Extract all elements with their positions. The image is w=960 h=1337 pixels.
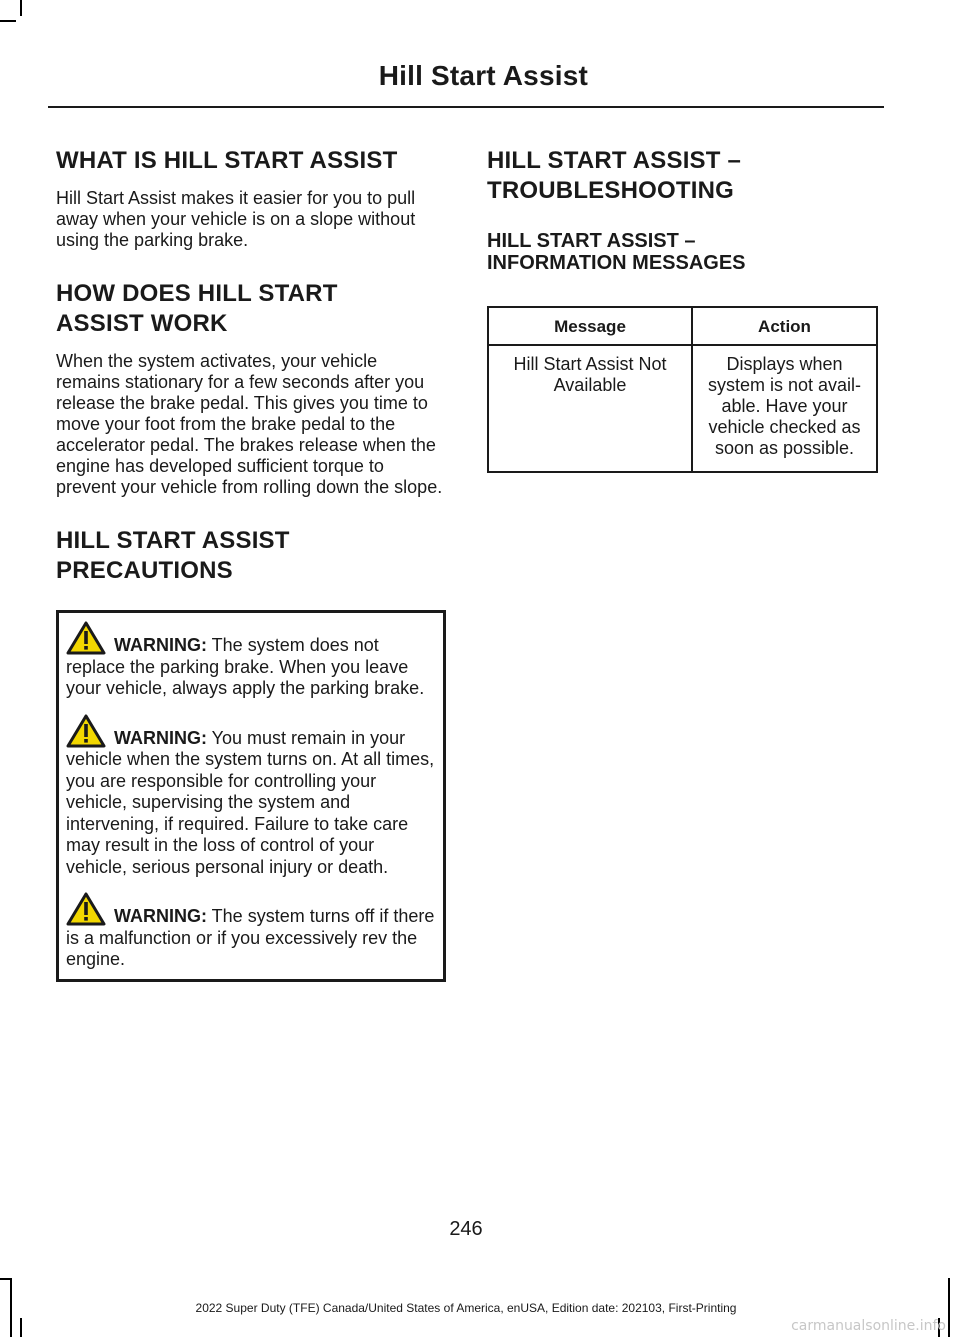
table-cell-message: Hill Start Assist Not Available xyxy=(488,345,692,472)
warning-text: You must remain in your vehicle when the system turns on. At all times, you are responsible for controlling your vehicle, supervising the system and intervening, if required. Failure to take care may result in the loss of control of your vehicle, serious personal injury or death. xyxy=(66,727,435,877)
warning-triangle-icon xyxy=(66,714,106,748)
heading-how-does: HOW DOES HILL START ASSIST WORK xyxy=(56,280,338,337)
column-header-action: Action xyxy=(692,307,877,345)
table-row xyxy=(488,345,877,472)
heading-information-messages: HILL START ASSIST – INFORMATION MESSAGES xyxy=(487,230,746,274)
crop-mark-bottom-right-v xyxy=(948,1278,950,1337)
table-cell-action: Displays when system is not avail-able. Have your vehicle checked as soon as possible. xyxy=(692,345,877,472)
page-header-title: Hill Start Assist xyxy=(378,60,588,91)
warning-text: The system turns off if there is a malfunction or if you excessively rev the engine. xyxy=(66,906,435,969)
table-header-row xyxy=(488,307,877,345)
warning-triangle-icon xyxy=(66,621,106,655)
paragraph-how-does: When the system activates, your vehicle remains stationary for a few seconds after you release the brake pedal. This gives you time to move your foot from the brake pedal to the accelerator pedal. The brakes release when the engine has developed sufficient torque to prevent your vehicle from rolling down the slope. xyxy=(56,351,443,497)
heading-what-is: WHAT IS HILL START ASSIST xyxy=(56,147,398,174)
crop-mark-top-left-h xyxy=(0,20,16,22)
right-column xyxy=(487,146,878,473)
footer-edition-info: 2022 Super Duty (TFE) Canada/United States of America, enUSA, Edition date: 202103, First-Printing xyxy=(195,1301,737,1315)
header-divider xyxy=(48,106,884,108)
page-number: 246 xyxy=(449,1218,483,1240)
crop-mark-bottom-left-v2 xyxy=(20,1318,22,1337)
left-column xyxy=(56,146,446,982)
column-header-message: Message xyxy=(488,307,692,345)
information-messages-table xyxy=(487,306,878,473)
warning-1 xyxy=(66,621,436,700)
warning-3 xyxy=(66,892,436,971)
warning-box xyxy=(56,610,446,982)
watermark-text: carmanualsonline.info xyxy=(791,1318,946,1334)
heading-precautions: HILL START ASSIST PRECAUTIONS xyxy=(56,527,290,584)
warning-text: The system does not replace the parking brake. When you leave your vehicle, always apply the parking brake. xyxy=(66,635,425,698)
heading-troubleshooting: HILL START ASSIST – TROUBLESHOOTING xyxy=(487,147,742,204)
warning-triangle-icon xyxy=(66,892,106,926)
warning-2 xyxy=(66,714,436,879)
crop-mark-bottom-left-h xyxy=(0,1278,12,1280)
warning-label: WARNING: xyxy=(114,727,207,748)
warning-label: WARNING: xyxy=(114,906,207,926)
crop-mark-top-left-v xyxy=(20,0,22,16)
paragraph-what-is: Hill Start Assist makes it easier for you to pull away when your vehicle is on a slope without using the parking brake. xyxy=(56,188,416,250)
warning-label: WARNING: xyxy=(114,635,207,655)
